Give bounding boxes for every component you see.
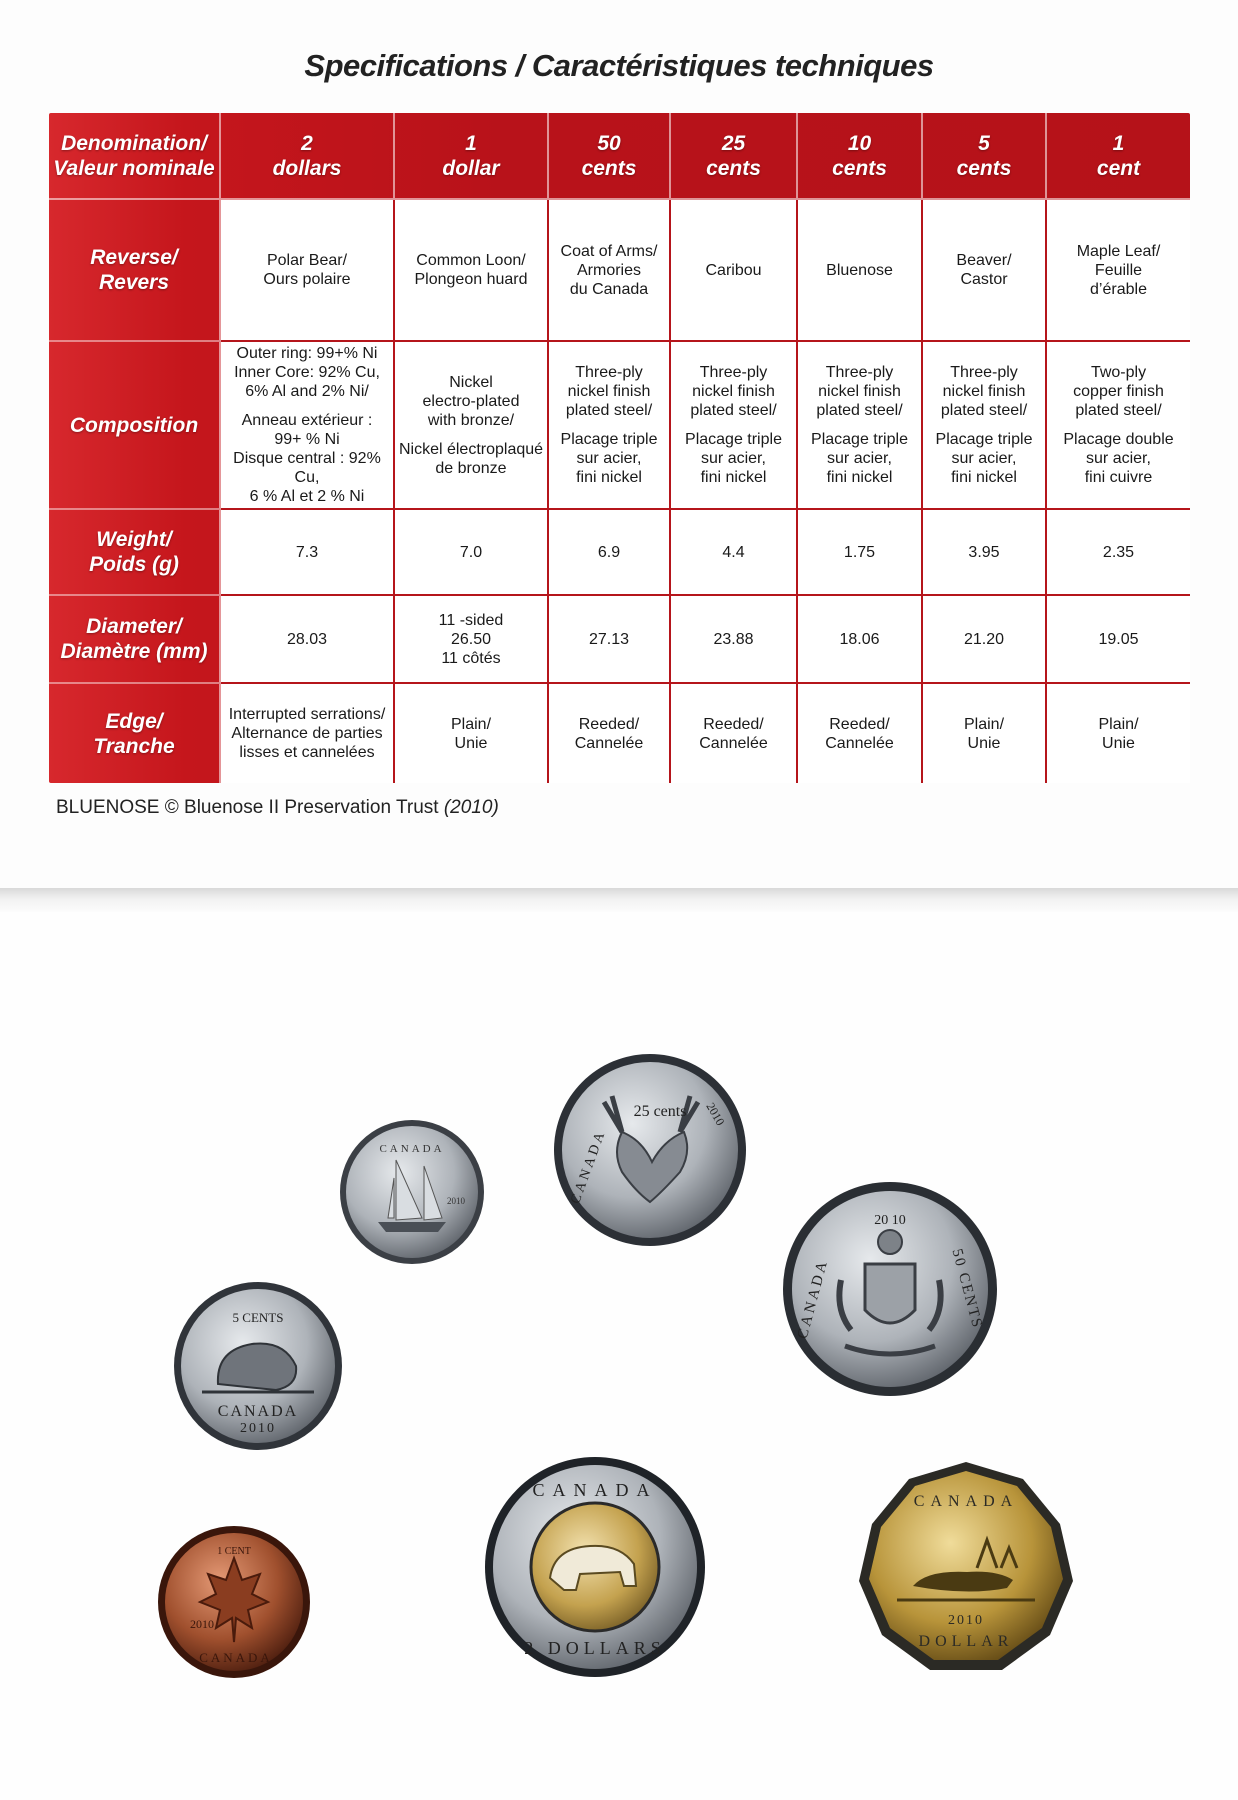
coin-country-text: CANADA: [199, 1650, 273, 1665]
cell-reverse-50-cents: Coat of Arms/ Armories du Canada: [549, 200, 671, 342]
coin-value-text: 1 CENT: [217, 1546, 251, 1557]
denomination-1-cent: 1 cent: [1047, 113, 1190, 200]
cell-diameter-5-cents: 21.20: [923, 596, 1047, 684]
coin-country-text: CANADA: [217, 1403, 299, 1420]
cell-reverse-10-cents: Bluenose: [798, 200, 923, 342]
coin-year-text: 2010: [190, 1617, 214, 1631]
coin-year-text: 2010: [447, 1196, 465, 1206]
page-title: Specifications / Caractéristiques techniques: [304, 48, 934, 83]
cell-weight-25-cents: 4.4: [671, 510, 798, 596]
denomination-2-dollars: 2 dollars: [221, 113, 395, 200]
coin-value-text: 2 DOLLARS: [524, 1638, 666, 1658]
spec-table-body: [49, 200, 1190, 783]
denomination-5-cents: 5 cents: [923, 113, 1047, 200]
crown-icon: [878, 1230, 902, 1254]
coin-year-text: 2010: [948, 1613, 984, 1628]
row-header-edge: Edge/ Tranche: [49, 684, 221, 783]
coin-value-text: 5 CENTS: [232, 1310, 284, 1325]
cell-diameter-50-cents: 27.13: [549, 596, 671, 684]
cell-reverse-5-cents: Beaver/ Castor: [923, 200, 1047, 342]
cell-composition-5-cents: Three-ply nickel finish plated steel/ Placage triple sur acier, fini nickel: [923, 342, 1047, 510]
cell-reverse-1-dollar: Common Loon/ Plongeon huard: [395, 200, 549, 342]
row-edge: [49, 684, 1190, 783]
coin-year-text: 2010: [240, 1421, 276, 1436]
cell-diameter-1-cent: 19.05: [1047, 596, 1190, 684]
row-header-denomination: Denomination/ Valeur nominale: [49, 113, 221, 200]
coin-country-text: CANADA: [568, 1127, 610, 1206]
row-reverse: [49, 200, 1190, 342]
cell-composition-50-cents: Three-ply nickel finish plated steel/ Placage triple sur acier, fini nickel: [549, 342, 671, 510]
denomination-1-dollar: 1 dollar: [395, 113, 549, 200]
denomination-25-cents: 25 cents: [671, 113, 798, 200]
fifty-cent-coin: [781, 1180, 999, 1398]
cell-weight-5-cents: 3.95: [923, 510, 1047, 596]
coin-country-text: CANADA: [379, 1143, 445, 1155]
cell-edge-10-cents: Reeded/ Cannelée: [798, 684, 923, 783]
row-composition: [49, 342, 1190, 510]
cell-composition-25-cents: Three-ply nickel finish plated steel/ Placage triple sur acier, fini nickel: [671, 342, 798, 510]
one-dollar-coin: [857, 1460, 1075, 1678]
coin-year-text: 20 10: [874, 1213, 906, 1228]
cell-reverse-1-cent: Maple Leaf/ Feuille d’érable: [1047, 200, 1190, 342]
coin-country-text: CANADA: [794, 1257, 832, 1341]
copyright-text: BLUENOSE © Bluenose II Preservation Trust: [56, 797, 439, 818]
row-header-weight: Weight/ Poids (g): [49, 510, 221, 596]
cell-composition-1-cent: Two-ply copper finish plated steel/ Placage double sur acier, fini cuivre: [1047, 342, 1190, 510]
coat-of-arms-shield-icon: [865, 1264, 915, 1323]
coin-year-text: 2010: [703, 1100, 728, 1128]
cell-weight-2-dollars: 7.3: [221, 510, 395, 596]
specifications-table: [49, 113, 1190, 783]
cell-edge-50-cents: Reeded/ Cannelée: [549, 684, 671, 783]
copyright-year: (2010): [443, 797, 499, 818]
cell-edge-1-dollar: Plain/ Unie: [395, 684, 549, 783]
coin-country-text: CANADA: [532, 1480, 658, 1500]
coin-value-text: DOLLAR: [918, 1633, 1014, 1650]
cell-reverse-2-dollars: Polar Bear/ Ours polaire: [221, 200, 395, 342]
denomination-10-cents: 10 cents: [798, 113, 923, 200]
cell-reverse-25-cents: Caribou: [671, 200, 798, 342]
copyright-notice: [56, 797, 499, 819]
row-diameter: [49, 596, 1190, 684]
two-dollar-coin: [484, 1456, 706, 1678]
five-cent-coin: [172, 1280, 344, 1452]
cell-composition-10-cents: Three-ply nickel finish plated steel/ Placage triple sur acier, fini nickel: [798, 342, 923, 510]
ten-cent-coin: [338, 1118, 486, 1266]
cell-diameter-10-cents: 18.06: [798, 596, 923, 684]
coin-country-text: CANADA: [913, 1493, 1019, 1510]
cell-diameter-25-cents: 23.88: [671, 596, 798, 684]
row-weight: [49, 510, 1190, 596]
cell-composition-1-dollar: Nickel electro-plated with bronze/ Nickel électroplaqué de bronze: [395, 342, 549, 510]
cell-edge-5-cents: Plain/ Unie: [923, 684, 1047, 783]
row-header-composition: Composition: [49, 342, 221, 510]
twenty-five-cent-coin: [552, 1052, 748, 1248]
bluenose-hull-icon: [378, 1222, 446, 1232]
cell-composition-2-dollars: Outer ring: 99+% Ni Inner Core: 92% Cu, 6% Al and 2% Ni/ Anneau extérieur : 99+ % Ni Disque central : 92% Cu, 6 % Al et 2 % Ni: [221, 342, 395, 510]
denomination-50-cents: 50 cents: [549, 113, 671, 200]
coin-value-text: 50 CENTS: [948, 1247, 986, 1331]
coin-value-text: 25 cents: [633, 1103, 687, 1120]
cell-diameter-1-dollar: 11 -sided 26.50 11 côtés: [395, 596, 549, 684]
cell-weight-10-cents: 1.75: [798, 510, 923, 596]
header-row: [49, 113, 1190, 200]
row-header-diameter: Diameter/ Diamètre (mm): [49, 596, 221, 684]
cell-diameter-2-dollars: 28.03: [221, 596, 395, 684]
cell-edge-25-cents: Reeded/ Cannelée: [671, 684, 798, 783]
cell-weight-50-cents: 6.9: [549, 510, 671, 596]
cell-weight-1-cent: 2.35: [1047, 510, 1190, 596]
one-cent-coin: [156, 1524, 312, 1680]
cell-edge-1-cent: Plain/ Unie: [1047, 684, 1190, 783]
cell-edge-2-dollars: Interrupted serrations/ Alternance de parties lisses et cannelées: [221, 684, 395, 783]
cell-weight-1-dollar: 7.0: [395, 510, 549, 596]
row-header-reverse: Reverse/ Revers: [49, 200, 221, 342]
